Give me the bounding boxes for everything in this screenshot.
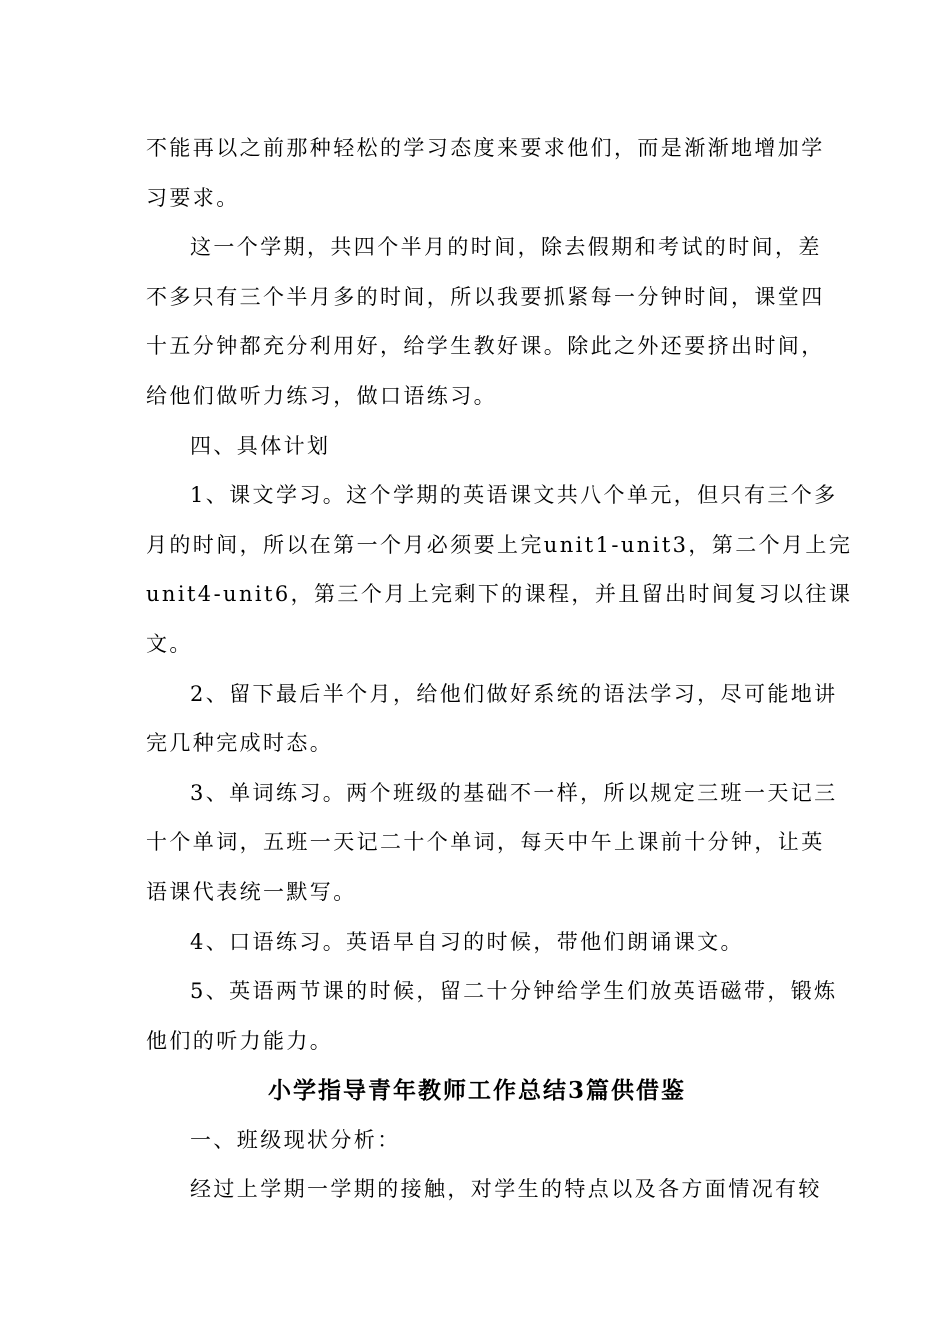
document-title: 小学指导青年教师工作总结3篇供借鉴 xyxy=(267,1077,686,1105)
text-line: 十个单词，五班一天记二十个单词，每天中午上课前十分钟，让英 xyxy=(146,830,825,855)
text-line: unit4-unit6，第三个月上完剩下的课程，并且留出时间复习以往课 xyxy=(146,582,853,607)
text-line: 他们的听力能力。 xyxy=(146,1028,334,1053)
text-line: 文。 xyxy=(146,631,193,656)
text-line: 语课代表统一默写。 xyxy=(146,879,357,904)
text-line: 给他们做听力练习，做口语练习。 xyxy=(146,383,497,408)
document-body xyxy=(146,124,853,1215)
text-line: 1、课文学习。这个学期的英语课文共八个单元，但只有三个多 xyxy=(190,483,838,508)
text-line: 不能再以之前那种轻松的学习态度来要求他们，而是渐渐地增加学 xyxy=(146,136,825,160)
text-line: 这一个学期，共四个半月的时间，除去假期和考试的时间，差 xyxy=(190,235,822,260)
section-heading: 一、班级现状分析： xyxy=(190,1127,401,1152)
text-line: 2、留下最后半个月，给他们做好系统的语法学习，尽可能地讲 xyxy=(190,681,838,706)
text-line: 5、英语两节课的时候，留二十分钟给学生们放英语磁带，锻炼 xyxy=(190,979,838,1004)
text-line: 4、口语练习。英语早自习的时候，带他们朗诵课文。 xyxy=(190,929,744,954)
text-line: 不多只有三个半月多的时间，所以我要抓紧每一分钟时间，课堂四 xyxy=(146,284,825,309)
text-line: 3、单词练习。两个班级的基础不一样，所以规定三班一天记三 xyxy=(190,780,838,805)
text-line: 经过上学期一学期的接触，对学生的特点以及各方面情况有较 xyxy=(190,1177,822,1202)
text-line: 习要求。 xyxy=(146,185,240,210)
text-line: 完几种完成时态。 xyxy=(146,731,334,756)
section-heading: 四、具体计划 xyxy=(190,433,331,458)
text-line: 十五分钟都充分利用好，给学生教好课。除此之外还要挤出时间， xyxy=(146,334,825,359)
text-line: 月的时间，所以在第一个月必须要上完unit1-unit3，第二个月上完 xyxy=(146,532,853,557)
